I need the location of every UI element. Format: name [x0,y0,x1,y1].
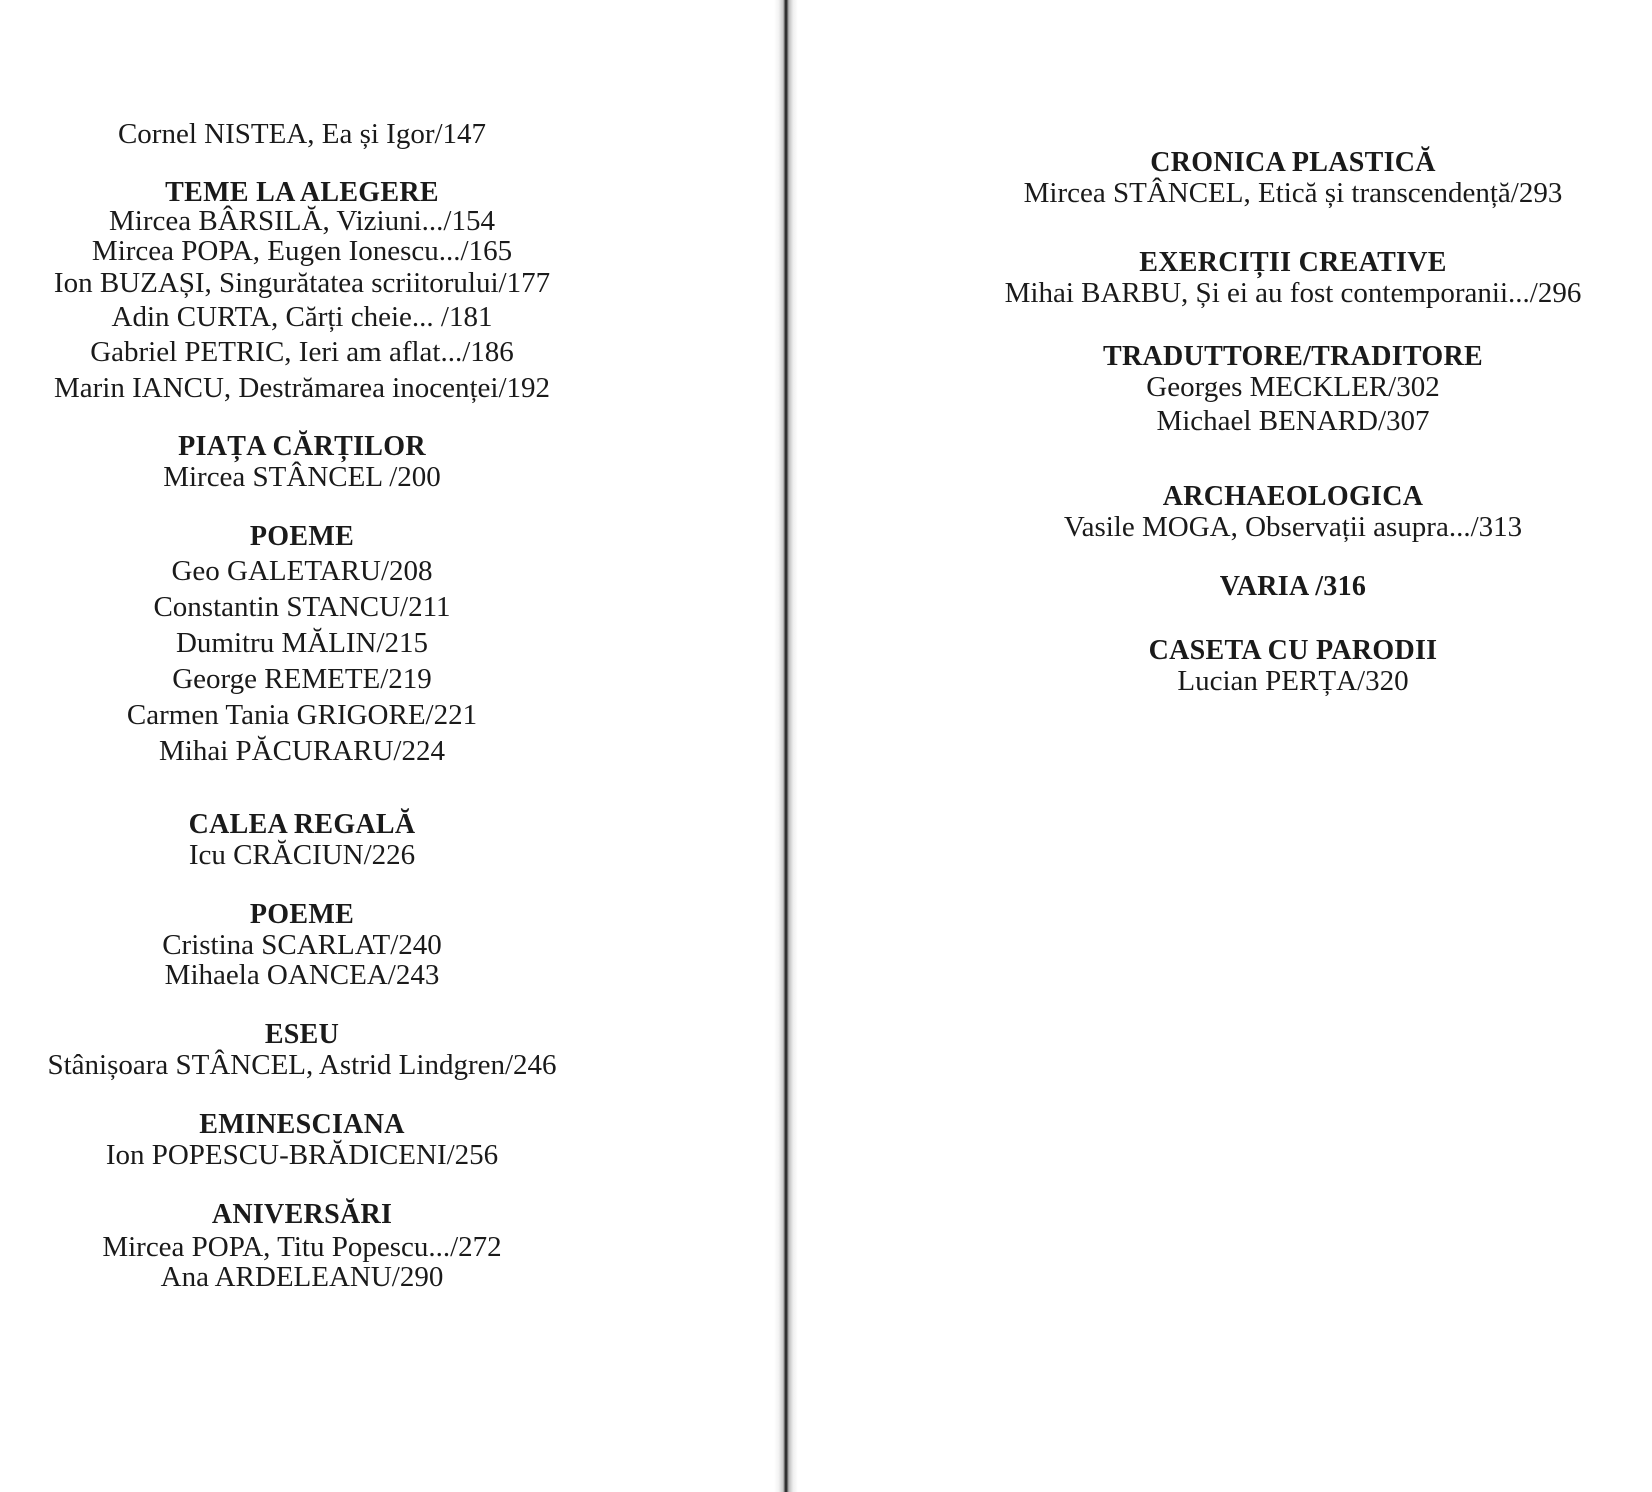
toc-entry: Ion POPESCU-BRĂDICENI/256 [105,1139,499,1171]
toc-entry: Ion BUZAȘI, Singurătatea scriitorului/177 [53,267,551,299]
toc-entry: Mircea STÂNCEL, Etică și transcendență/293 [1023,177,1563,209]
toc-entry: Gabriel PETRIC, Ieri am aflat.../186 [90,336,514,368]
section-heading: CRONICA PLASTICĂ [1150,147,1436,178]
section-heading: CASETA CU PARODII [1148,635,1438,666]
toc-entry: Vasile MOGA, Observații asupra.../313 [1063,511,1523,543]
section-heading: TRADUTTORE/TRADITORE [1103,341,1483,372]
section-heading: PIAȚA CĂRȚILOR [178,431,426,462]
section-heading: POEME [249,899,355,930]
toc-entry: Stânișoara STÂNCEL, Astrid Lindgren/246 [47,1049,557,1081]
toc-entry: Michael BENARD/307 [1156,405,1430,437]
section-heading: CALEA REGALĂ [188,809,416,840]
toc-entry: Mihai BARBU, Și ei au fost contemporanii.../296 [1004,277,1582,309]
toc-entry: Mircea POPA, Eugen Ionescu.../165 [91,235,513,267]
toc-entry: Lucian PERȚA/320 [1177,665,1409,697]
toc-entry: Mircea BÂRSILĂ, Viziuni.../154 [109,205,495,237]
toc-entry: Cornel NISTEA, Ea și Igor/147 [117,118,487,150]
toc-entry: Cristina SCARLAT/240 [162,929,442,961]
toc-entry: Mircea POPA, Titu Popescu.../272 [102,1231,502,1263]
toc-entry: Mihai PĂCURARU/224 [158,735,445,767]
toc-entry: Carmen Tania GRIGORE/221 [126,699,478,731]
toc-entry: Ana ARDELEANU/290 [160,1261,444,1293]
section-heading: ESEU [264,1019,340,1050]
section-heading: POEME [249,521,355,552]
section-heading: TEME LA ALEGERE [165,177,439,208]
toc-entry: Icu CRĂCIUN/226 [188,839,416,871]
book-spine [774,0,798,1492]
toc-entry: Constantin STANCU/211 [153,591,451,623]
section-heading: VARIA /316 [1219,571,1367,602]
section-heading: EMINESCIANA [199,1109,405,1140]
toc-entry: Adin CURTA, Cărți cheie... /181 [111,301,493,333]
toc-entry: Dumitru MĂLIN/215 [175,627,429,659]
section-heading: ANIVERSĂRI [211,1199,393,1230]
toc-entry: Georges MECKLER/302 [1146,371,1440,403]
section-heading: EXERCIȚII CREATIVE [1139,247,1447,278]
toc-entry: Marin IANCU, Destrămarea inocenței/192 [53,372,551,404]
toc-entry: Mihaela OANCEA/243 [164,959,440,991]
section-heading: ARCHAEOLOGICA [1162,481,1424,512]
right-page [792,0,1652,1492]
toc-entry: George REMETE/219 [172,663,432,695]
toc-entry: Geo GALETARU/208 [171,555,433,587]
toc-entry: Mircea STÂNCEL /200 [163,461,441,493]
